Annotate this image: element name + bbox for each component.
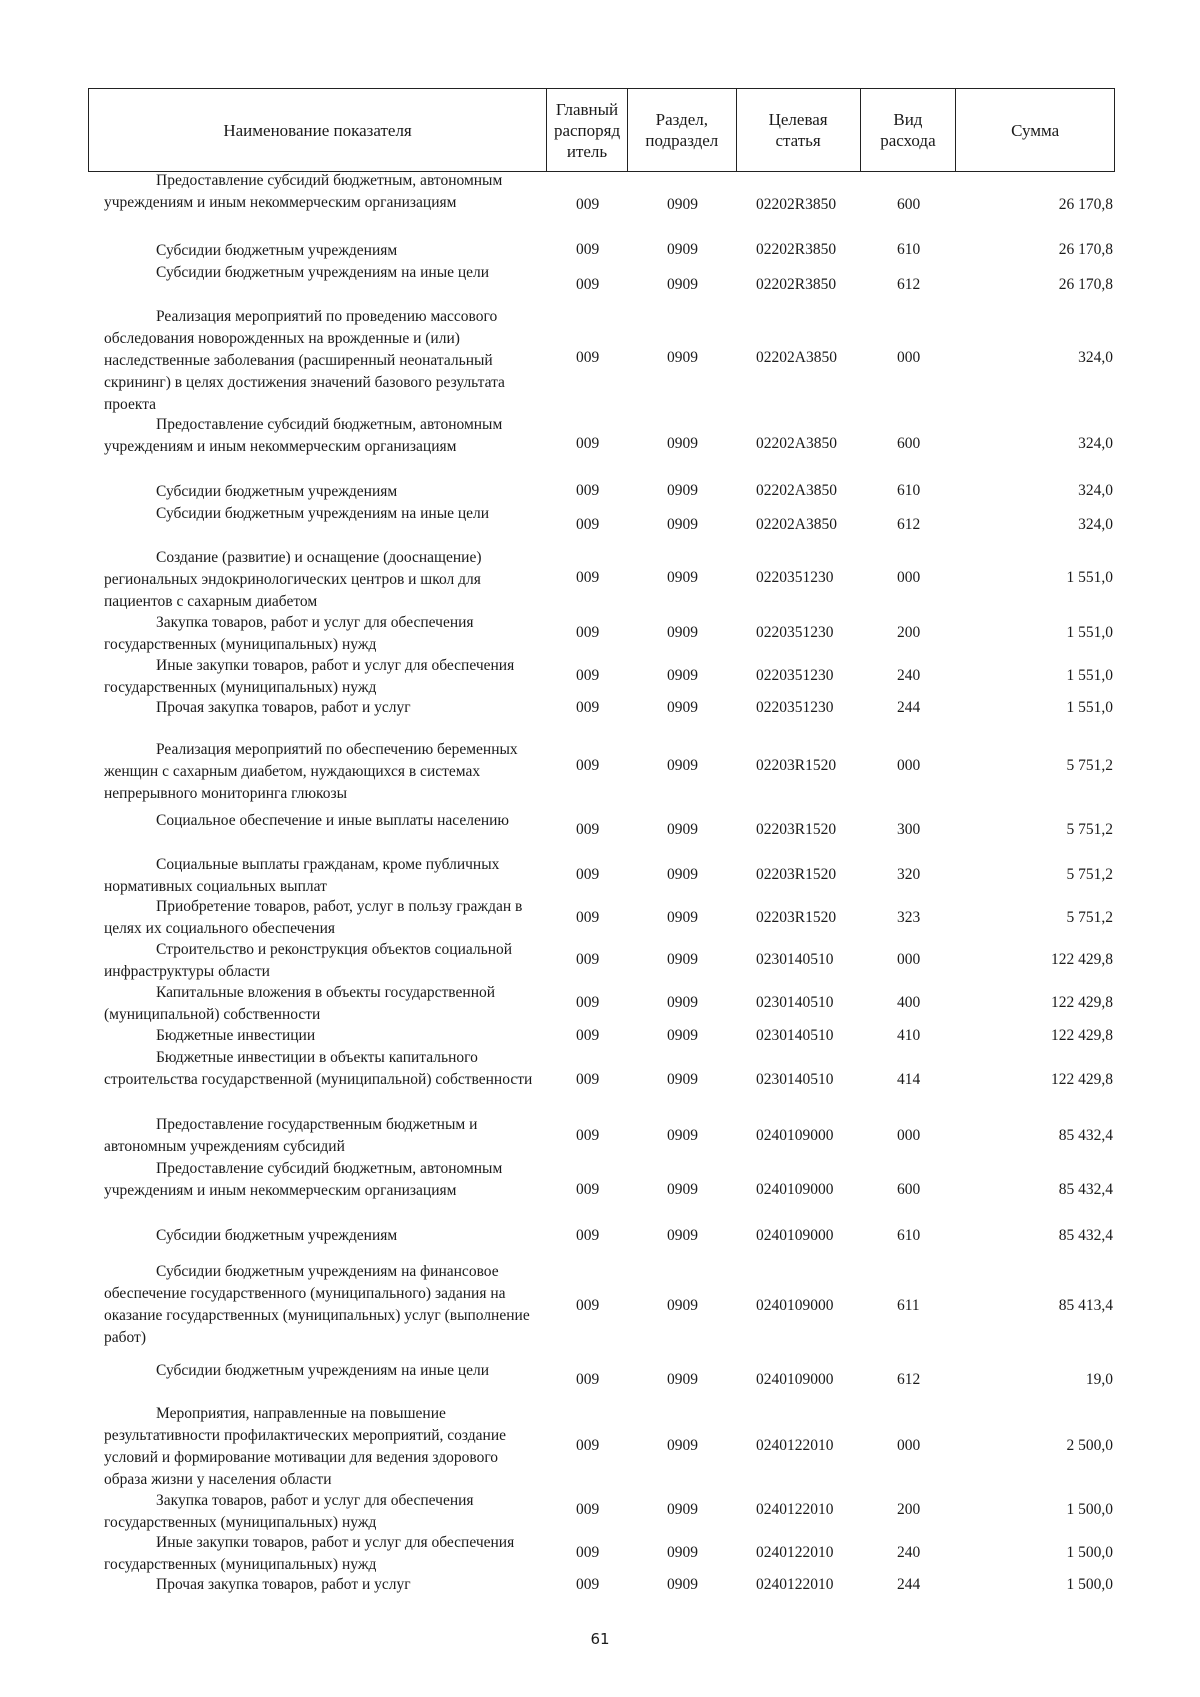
row-glav: 009	[576, 1371, 600, 1388]
row-cel: 0230140510	[756, 994, 834, 1011]
row-razd: 0909	[667, 667, 698, 684]
row-sum: 85 413,4	[1058, 1297, 1113, 1314]
row-cel: 02202R3850	[756, 241, 837, 258]
row-vid: 000	[897, 349, 921, 366]
row-vid: 323	[897, 909, 921, 926]
row-razd: 0909	[667, 196, 698, 213]
row-vid: 320	[897, 866, 921, 883]
row-name: Строительство и реконструкция объектов социальной инфраструктуры области	[104, 941, 513, 980]
row-cel: 0220351230	[756, 569, 834, 586]
row-name: Субсидии бюджетным учреждениям на иные цели	[156, 505, 490, 522]
row-name: Субсидии бюджетным учреждениям	[156, 242, 398, 259]
row-vid: 611	[897, 1297, 920, 1314]
row-glav: 009	[576, 1027, 600, 1044]
row-razd: 0909	[667, 1027, 698, 1044]
row-cel: 0220351230	[756, 699, 834, 716]
row-glav: 009	[576, 1127, 600, 1144]
row-name: Предоставление субсидий бюджетным, автономным учреждениям и иным некоммерческим организациям	[104, 172, 503, 211]
row-name: Субсидии бюджетным учреждениям на иные цели	[156, 1362, 490, 1379]
row-glav: 009	[576, 951, 600, 968]
row-sum: 324,0	[1078, 482, 1113, 499]
row-cel: 0230140510	[756, 951, 834, 968]
row-name: Предоставление субсидий бюджетным, автономным учреждениям и иным некоммерческим организациям	[104, 416, 503, 455]
row-cel: 02203R1520	[756, 866, 837, 883]
row-sum: 324,0	[1078, 516, 1113, 533]
row-cel: 02203R1520	[756, 757, 837, 774]
row-name: Реализация мероприятий по обеспечению беременных женщин с сахарным диабетом, нуждающихся в системах непрерывного мониторинга глюкозы	[104, 741, 518, 802]
row-vid: 610	[897, 241, 921, 258]
row-glav: 009	[576, 757, 600, 774]
row-cel: 02203R1520	[756, 909, 837, 926]
row-glav: 009	[576, 569, 600, 586]
row-cel: 0230140510	[756, 1071, 834, 1088]
row-name: Иные закупки товаров, работ и услуг для обеспечения государственных (муниципальных) нужд	[104, 1534, 515, 1573]
row-name: Иные закупки товаров, работ и услуг для обеспечения государственных (муниципальных) нужд	[104, 657, 515, 696]
row-cel: 02202A3850	[756, 516, 837, 533]
row-name: Закупка товаров, работ и услуг для обеспечения государственных (муниципальных) нужд	[104, 614, 474, 653]
row-razd: 0909	[667, 482, 698, 499]
row-cel: 0240109000	[756, 1181, 834, 1198]
row-vid: 200	[897, 624, 921, 641]
table-header	[88, 88, 1115, 172]
row-vid: 410	[897, 1027, 921, 1044]
row-cel: 02202A3850	[756, 482, 837, 499]
row-vid: 244	[897, 1576, 921, 1593]
row-glav: 009	[576, 624, 600, 641]
row-sum: 1 500,0	[1066, 1501, 1113, 1518]
row-sum: 1 551,0	[1066, 569, 1113, 586]
row-sum: 324,0	[1078, 435, 1113, 452]
row-vid: 240	[897, 1544, 921, 1561]
row-glav: 009	[576, 909, 600, 926]
row-glav: 009	[576, 1227, 600, 1244]
row-sum: 2 500,0	[1066, 1437, 1113, 1454]
row-cel: 0240109000	[756, 1127, 834, 1144]
row-glav: 009	[576, 1071, 600, 1088]
row-glav: 009	[576, 699, 600, 716]
row-cel: 0240109000	[756, 1227, 834, 1244]
row-vid: 240	[897, 667, 921, 684]
row-vid: 300	[897, 821, 921, 838]
row-glav: 009	[576, 276, 600, 293]
row-razd: 0909	[667, 1371, 698, 1388]
row-sum: 5 751,2	[1066, 866, 1113, 883]
row-name: Предоставление государственным бюджетным и автономным учреждениям субсидий	[104, 1116, 478, 1155]
row-sum: 85 432,4	[1058, 1227, 1113, 1244]
row-sum: 5 751,2	[1066, 909, 1113, 926]
row-sum: 85 432,4	[1058, 1127, 1113, 1144]
row-vid: 600	[897, 435, 921, 452]
row-razd: 0909	[667, 1227, 698, 1244]
row-razd: 0909	[667, 1181, 698, 1198]
row-cel: 02202R3850	[756, 196, 837, 213]
row-name: Закупка товаров, работ и услуг для обеспечения государственных (муниципальных) нужд	[104, 1492, 474, 1531]
row-name: Капитальные вложения в объекты государственной (муниципальной) собственности	[104, 984, 496, 1023]
row-razd: 0909	[667, 951, 698, 968]
row-razd: 0909	[667, 1127, 698, 1144]
row-glav: 009	[576, 1437, 600, 1454]
row-sum: 1 551,0	[1066, 699, 1113, 716]
header-razd: Раздел, подраздел	[628, 89, 737, 171]
row-cel: 0240122010	[756, 1544, 834, 1561]
row-cel: 0220351230	[756, 667, 834, 684]
row-sum: 324,0	[1078, 349, 1113, 366]
row-sum: 122 429,8	[1051, 951, 1113, 968]
row-sum: 1 551,0	[1066, 624, 1113, 641]
row-vid: 244	[897, 699, 921, 716]
row-vid: 000	[897, 569, 921, 586]
row-name: Прочая закупка товаров, работ и услуг	[156, 699, 411, 716]
row-vid: 612	[897, 276, 921, 293]
row-name: Социальные выплаты гражданам, кроме публичных нормативных социальных выплат	[104, 856, 500, 895]
row-glav: 009	[576, 482, 600, 499]
row-glav: 009	[576, 1181, 600, 1198]
row-name: Создание (развитие) и оснащение (дооснащение) региональных эндокринологических центров и школ для пациентов с сахарным диабетом	[104, 549, 482, 610]
row-glav: 009	[576, 1501, 600, 1518]
row-cel: 0240109000	[756, 1371, 834, 1388]
row-sum: 5 751,2	[1066, 821, 1113, 838]
row-sum: 26 170,8	[1058, 276, 1113, 293]
row-razd: 0909	[667, 1576, 698, 1593]
row-name: Мероприятия, направленные на повышение результативности профилактических мероприятий, создание условий и формирование мотивации для ведения здорового образа жизни у населения области	[104, 1405, 506, 1488]
row-razd: 0909	[667, 699, 698, 716]
row-name: Бюджетные инвестиции	[156, 1027, 316, 1044]
row-razd: 0909	[667, 1297, 698, 1314]
row-razd: 0909	[667, 821, 698, 838]
header-sum: Сумма	[1011, 120, 1060, 140]
row-sum: 122 429,8	[1051, 1071, 1113, 1088]
row-name: Реализация мероприятий по проведению массового обследования новорожденных на врожденные и (или) наследственные заболевания (расширенный неонатальный скрининг) в целях достижения значений базового результата проекта	[104, 308, 505, 413]
row-cel: 0230140510	[756, 1027, 834, 1044]
row-razd: 0909	[667, 1501, 698, 1518]
row-name: Прочая закупка товаров, работ и услуг	[156, 1576, 411, 1593]
row-sum: 5 751,2	[1066, 757, 1113, 774]
page-number: 61	[590, 1630, 610, 1648]
row-sum: 26 170,8	[1058, 241, 1113, 258]
row-name: Субсидии бюджетным учреждениям на финансовое обеспечение государственного (муниципального) задания на оказание государственных (муниципальных) услуг (выполнение работ)	[104, 1263, 530, 1346]
row-razd: 0909	[667, 516, 698, 533]
row-glav: 009	[576, 241, 600, 258]
row-glav: 009	[576, 667, 600, 684]
row-razd: 0909	[667, 994, 698, 1011]
row-sum: 1 500,0	[1066, 1544, 1113, 1561]
row-glav: 009	[576, 516, 600, 533]
row-vid: 612	[897, 1371, 921, 1388]
row-glav: 009	[576, 349, 600, 366]
row-cel: 02202R3850	[756, 276, 837, 293]
row-glav: 009	[576, 1544, 600, 1561]
row-vid: 000	[897, 757, 921, 774]
row-vid: 600	[897, 1181, 921, 1198]
row-name: Социальное обеспечение и иные выплаты населению	[156, 812, 510, 829]
row-razd: 0909	[667, 276, 698, 293]
row-vid: 414	[897, 1071, 921, 1088]
row-vid: 400	[897, 994, 921, 1011]
row-sum: 122 429,8	[1051, 994, 1113, 1011]
header-name: Наименование показателя	[89, 89, 547, 171]
row-name: Субсидии бюджетным учреждениям на иные цели	[156, 264, 490, 281]
row-glav: 009	[576, 866, 600, 883]
row-glav: 009	[576, 435, 600, 452]
row-vid: 000	[897, 951, 921, 968]
row-sum: 26 170,8	[1058, 196, 1113, 213]
row-cel: 02202A3850	[756, 435, 837, 452]
row-cel: 0220351230	[756, 624, 834, 641]
row-glav: 009	[576, 1297, 600, 1314]
row-vid: 200	[897, 1501, 921, 1518]
row-razd: 0909	[667, 757, 698, 774]
row-glav: 009	[576, 1576, 600, 1593]
row-name: Предоставление субсидий бюджетным, автономным учреждениям и иным некоммерческим организациям	[104, 1160, 503, 1199]
row-cel: 0240109000	[756, 1297, 834, 1314]
row-sum: 1 500,0	[1066, 1576, 1113, 1593]
row-glav: 009	[576, 994, 600, 1011]
row-razd: 0909	[667, 866, 698, 883]
row-name: Приобретение товаров, работ, услуг в пользу граждан в целях их социального обеспечения	[104, 898, 523, 937]
row-razd: 0909	[667, 1071, 698, 1088]
header-cel: Целевая статья	[737, 89, 861, 171]
row-cel: 02203R1520	[756, 821, 837, 838]
row-razd: 0909	[667, 241, 698, 258]
row-sum: 85 432,4	[1058, 1181, 1113, 1198]
row-vid: 610	[897, 482, 921, 499]
row-cel: 02202A3850	[756, 349, 837, 366]
row-vid: 612	[897, 516, 921, 533]
row-razd: 0909	[667, 1437, 698, 1454]
row-cel: 0240122010	[756, 1501, 834, 1518]
row-name: Бюджетные инвестиции в объекты капитального строительства государственной (муниципальной) собственности	[104, 1049, 533, 1088]
row-glav: 009	[576, 196, 600, 213]
row-name: Субсидии бюджетным учреждениям	[156, 1227, 398, 1244]
row-sum: 122 429,8	[1051, 1027, 1113, 1044]
row-razd: 0909	[667, 349, 698, 366]
header-glav: Главный распоряд итель	[547, 89, 628, 171]
row-razd: 0909	[667, 1544, 698, 1561]
row-cel: 0240122010	[756, 1437, 834, 1454]
row-razd: 0909	[667, 624, 698, 641]
row-razd: 0909	[667, 435, 698, 452]
row-cel: 0240122010	[756, 1576, 834, 1593]
header-vid: Вид расхода	[861, 89, 957, 171]
row-vid: 600	[897, 196, 921, 213]
row-vid: 610	[897, 1227, 921, 1244]
row-glav: 009	[576, 821, 600, 838]
row-vid: 000	[897, 1437, 921, 1454]
row-sum: 19,0	[1085, 1371, 1113, 1388]
row-vid: 000	[897, 1127, 921, 1144]
row-razd: 0909	[667, 569, 698, 586]
row-name: Субсидии бюджетным учреждениям	[156, 483, 398, 500]
row-razd: 0909	[667, 909, 698, 926]
row-sum: 1 551,0	[1066, 667, 1113, 684]
